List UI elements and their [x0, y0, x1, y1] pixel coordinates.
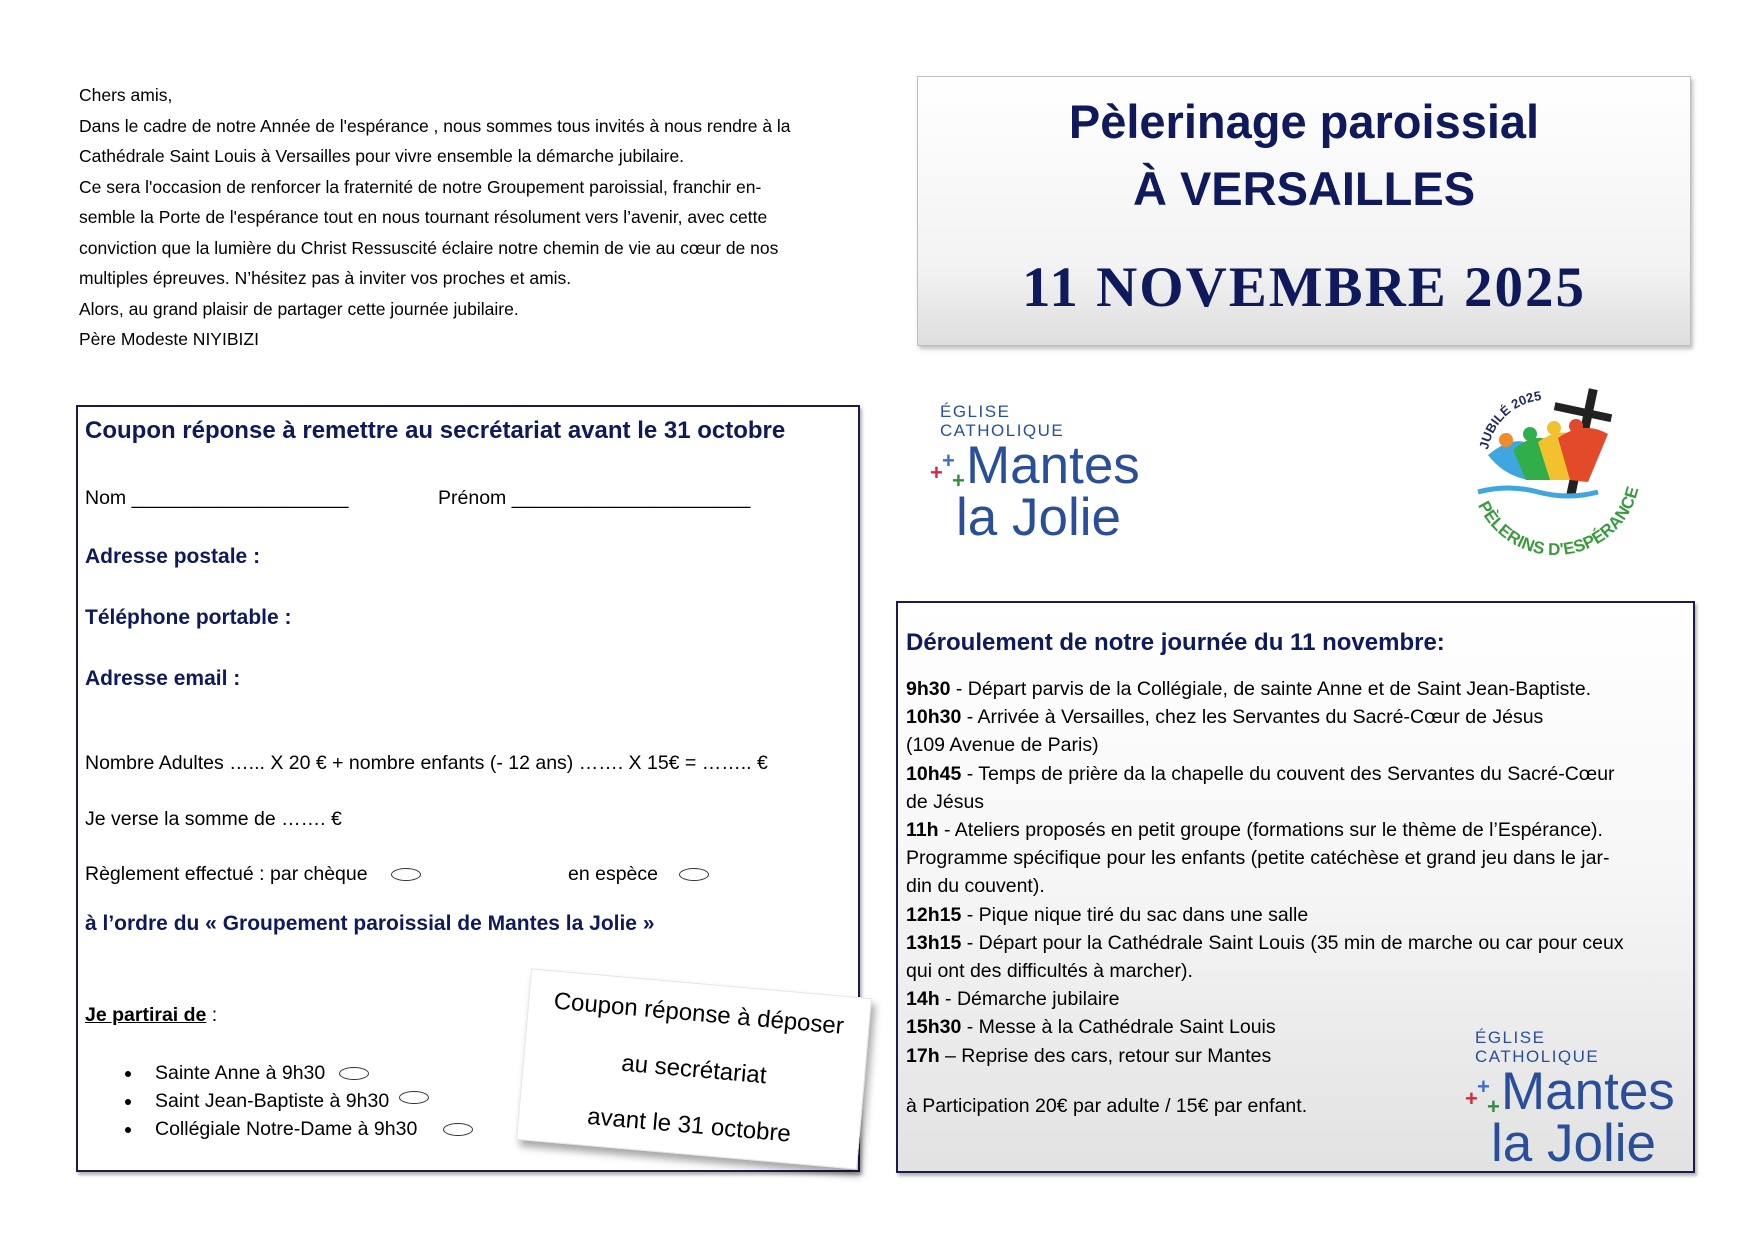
name-field[interactable]: Nom ____________________ [85, 487, 349, 509]
logo-eglise: ÉGLISE [940, 402, 1011, 421]
list-item [143, 1059, 473, 1087]
programme-text: qui ont des difficultés à marcher). [906, 960, 1193, 983]
programme-text: de Jésus [906, 790, 985, 813]
cheque-radio[interactable] [391, 868, 421, 881]
programme-row [906, 844, 1681, 872]
departure-radio[interactable] [443, 1123, 473, 1136]
programme-text: - Départ parvis de la Collégiale, de sainte Anne et de Saint Jean-Baptiste. [950, 678, 1592, 700]
page-title: Pèlerinage paroissial [1068, 95, 1540, 148]
logo-jolie: la Jolie [956, 488, 1121, 547]
cash-label: en espèce [568, 863, 658, 885]
amount-line: Je verse la somme de ……. € [85, 808, 342, 830]
payee-line: à l’ordre du « Groupement paroissial de Mantes la Jolie » [85, 912, 655, 935]
cross-icon: + [930, 460, 943, 485]
departure-list [123, 1059, 473, 1143]
letter-line: conviction que la lumière du Christ Ressuscité éclaire notre chemin de vie au cœur de nos [79, 237, 779, 258]
logo-catholique: CATHOLIQUE [940, 421, 1065, 440]
email-label: Adresse email : [85, 667, 241, 690]
cross-icon: + [1465, 1086, 1478, 1111]
programme-row [906, 760, 1681, 788]
programme-time: 10h45 [906, 762, 962, 785]
cross-icon: + [942, 448, 955, 473]
cross-icon: + [1487, 1094, 1500, 1119]
letter-line: Cathédrale Saint Louis à Versailles pour vivre ensemble la démarche jubilaire. [79, 146, 685, 166]
programme-text: - Temps de prière da la chapelle du couvent des Servantes du Sacré-Cœur [961, 762, 1615, 785]
letter-line: Alors, au grand plaisir de partager cette journée jubilaire. [79, 298, 519, 319]
letter-line: Ce sera l'occasion de renforcer la fraternité de notre Groupement paroissial, franchir en- [79, 176, 762, 197]
departure-radio[interactable] [399, 1091, 429, 1104]
jubile-2025-logo [1458, 380, 1648, 560]
letter-signature: Père Modeste NIYIBIZI [79, 329, 259, 349]
jubile-top-text: JUBILÉ 2025 [1476, 387, 1543, 451]
logo-catholique: CATHOLIQUE [1475, 1047, 1600, 1066]
programme-list [906, 675, 1681, 1070]
letter-line: Dans le cadre de notre Année de l'espérance , nous sommes tous invités à nous rendre à la [79, 115, 791, 136]
event-date: 11 NOVEMBRE 2025 [1021, 256, 1587, 319]
programme-text: (109 Avenue de Paris) [906, 734, 1099, 757]
mantes-la-jolie-logo [930, 402, 1140, 547]
programme-time: 17h [906, 1044, 940, 1067]
programme-row [906, 985, 1681, 1013]
letter-text [79, 80, 869, 355]
note-line: au secrétariat [620, 1049, 768, 1090]
programme-row [906, 929, 1681, 957]
logo-eglise: ÉGLISE [1475, 1028, 1546, 1047]
list-item [143, 1115, 473, 1143]
departure-option: Sainte Anne à 9h30 [155, 1062, 326, 1084]
departure-option: Collégiale Notre-Dame à 9h30 [155, 1118, 418, 1140]
programme-row [906, 872, 1681, 900]
programme-time: 11h [906, 819, 939, 842]
page-subtitle: À VERSAILLES [1132, 162, 1476, 215]
list-item [143, 1087, 473, 1115]
deposit-note [516, 968, 872, 1169]
phone-label: Téléphone portable : [85, 606, 292, 629]
programme-text: - Messe à la Cathédrale Saint Louis [961, 1016, 1276, 1039]
participants-count-line: Nombre Adultes …... X 20 € + nombre enfants (- 12 ans) ……. X 15€ = …….. € [85, 752, 768, 774]
letter-line: multiples épreuves. N’hésitez pas à inviter vos proches et amis. [79, 268, 572, 288]
programme-title: Déroulement de notre journée du 11 novembre: [906, 629, 1445, 656]
coupon-title: Coupon réponse à remettre au secrétariat avant le 31 octobre [85, 417, 786, 444]
letter-line: semble la Porte de l'espérance tout en nous tournant résolument vers l’avenir, avec cette [79, 207, 768, 227]
participation-note: à Participation 20€ par adulte / 15€ par enfant. [906, 1095, 1308, 1117]
programme-text: - Démarche jubilaire [939, 988, 1120, 1011]
title-box [917, 76, 1691, 346]
departure-radio[interactable] [339, 1067, 369, 1080]
programme-row [906, 816, 1681, 844]
programme-time: 10h30 [906, 706, 962, 729]
programme-row [906, 788, 1681, 816]
programme-text: - Départ pour la Cathédrale Saint Louis (35 min de marche ou car pour ceux [961, 931, 1624, 954]
letter-line: Chers amis, [79, 85, 173, 105]
programme-time: 13h15 [906, 931, 962, 954]
programme-text: Programme spécifique pour les enfants (petite catéchèse et grand jeu dans le jar- [906, 847, 1610, 870]
note-line: Coupon réponse à déposer [552, 987, 845, 1040]
address-label: Adresse postale : [85, 545, 261, 568]
programme-time: 12h15 [906, 903, 962, 926]
programme-text: - Arrivée à Versailles, chez les Servantes du Sacré-Cœur de Jésus [961, 706, 1544, 729]
programme-row [906, 703, 1681, 731]
cross-icon: + [952, 468, 965, 493]
programme-row [906, 901, 1681, 929]
departure-label: Je partirai de [85, 1004, 207, 1026]
programme-text: - Ateliers proposés en petit groupe (formations sur le thème de l’Espérance). [938, 819, 1603, 842]
programme-time: 14h [906, 988, 940, 1011]
programme-row [906, 957, 1681, 985]
programme-row [906, 675, 1681, 703]
jubile-bottom-text: PÈLERINS D'ESPÉRANCE [1474, 484, 1643, 560]
payment-label: Règlement effectué : par chèque [85, 863, 368, 885]
programme-text: – Reprise des cars, retour sur Mantes [939, 1044, 1272, 1067]
logo-mantes: Mantes [1501, 1062, 1675, 1121]
logo-jolie: la Jolie [1491, 1114, 1656, 1173]
cash-radio[interactable] [679, 868, 709, 881]
cross-icon: + [1477, 1074, 1490, 1099]
programme-text: din du couvent). [906, 875, 1045, 898]
programme-time: 9h30 [906, 678, 951, 700]
departure-colon: : [206, 1004, 218, 1026]
firstname-field[interactable]: Prénom ______________________ [438, 487, 751, 509]
programme-time: 15h30 [906, 1016, 962, 1039]
departure-option: Saint Jean-Baptiste à 9h30 [155, 1090, 390, 1112]
programme-text: - Pique nique tiré du sac dans une salle [961, 903, 1309, 926]
logo-mantes: Mantes [966, 436, 1140, 495]
programme-row [906, 731, 1681, 759]
mantes-la-jolie-logo [1465, 1028, 1675, 1173]
note-line: avant le 31 octobre [586, 1102, 792, 1148]
